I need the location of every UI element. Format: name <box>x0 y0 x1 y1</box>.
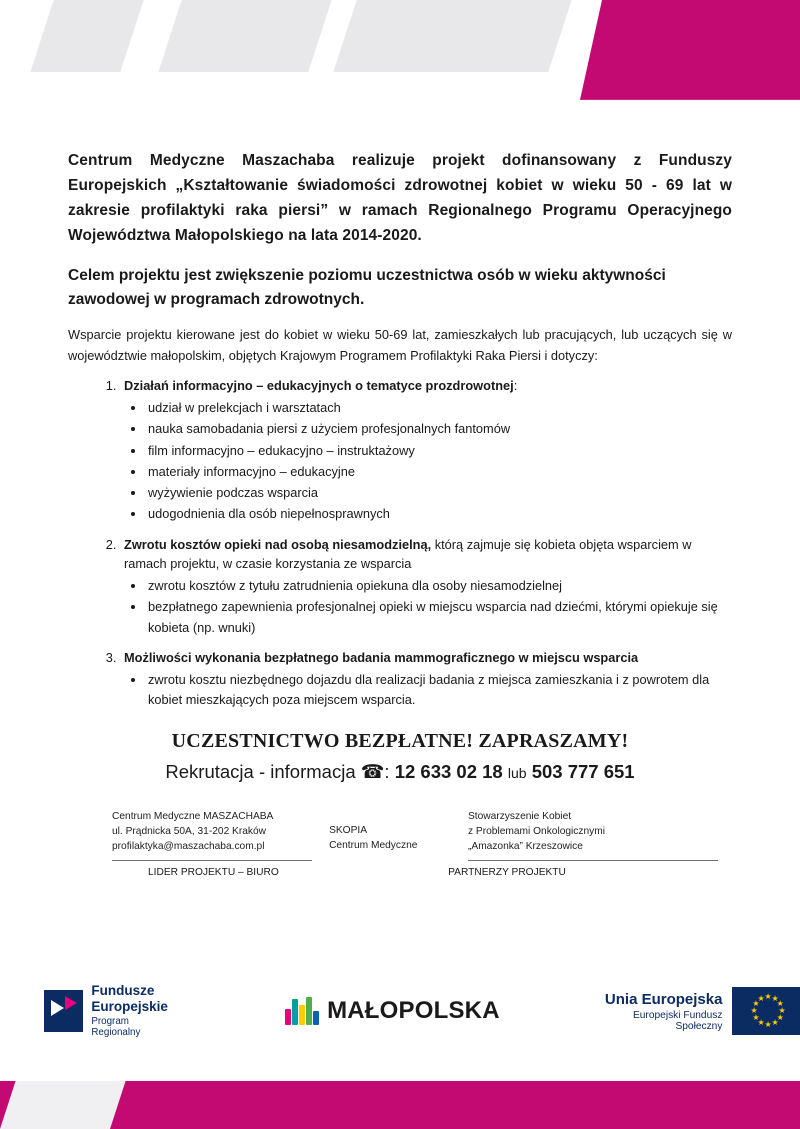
fe-logo-text <box>91 983 175 1038</box>
sub-list-item: • materiały informacyjno – edukacyjne <box>146 462 732 482</box>
bottom-decoration <box>0 1067 800 1129</box>
list-item <box>120 648 732 710</box>
malopolska-mark-icon <box>285 997 319 1025</box>
eu-star-icon: ★ <box>776 1013 784 1022</box>
sub-list-item: • bezpłatnego zapewnienia profesjonalnej opieki w miejscu wsparcia nad dziećmi, którymi opiekuje się kobieta (np. wnuki) <box>146 597 732 637</box>
eu-star-icon: ★ <box>757 1018 765 1028</box>
list-item-heading: Zwrotu kosztów opieki nad osobą niesamodzielną, <box>124 536 432 552</box>
decor-grey-shape-1 <box>30 0 143 72</box>
eu-star-icon: ★ <box>771 993 779 1003</box>
partner-1-desc: Centrum Medyczne <box>329 839 418 851</box>
decor-grey-shape-3 <box>333 0 571 72</box>
leader-contact-block <box>112 810 329 861</box>
list-item-heading: Możliwości wykonania bezpłatnego badania mammograficznego w miejscu wsparcia <box>124 649 639 665</box>
eu-star-icon: ★ <box>764 992 772 1001</box>
leader-address: ul. Prądnicka 50A, 31-202 Kraków <box>112 825 267 837</box>
eu-flag-icon <box>732 987 800 1035</box>
footer-labels-row <box>68 867 732 878</box>
list-item <box>120 376 732 524</box>
eu-star-icon: ★ <box>750 1006 758 1015</box>
leader-name: Centrum Medyczne MASZACHABA <box>112 811 274 823</box>
contacts-row <box>68 810 732 861</box>
sub-list <box>124 576 732 638</box>
cta-or: lub <box>507 765 527 782</box>
partner-2-line2: z Problemami Onkologicznymi <box>468 825 606 837</box>
ue-line-1: Unia Europejska <box>604 990 723 1008</box>
eu-star-icon: ★ <box>771 1018 779 1028</box>
sub-list-item: • udział w prelekcjach i warsztatach <box>146 398 732 418</box>
cta-colon: : <box>384 761 390 783</box>
unia-europejska-logo <box>592 987 800 1035</box>
fe-subline: Program Regionalny <box>91 1015 141 1038</box>
list-item-tail: którą zajmuje się kobieta objęta wsparciem w ramach projektu, w czasie korzystania ze wsparcia <box>124 536 692 572</box>
divider-left <box>112 860 312 861</box>
label-partners: PARTNERZY PROJEKTU <box>448 867 566 879</box>
sub-list <box>124 670 732 710</box>
partner-1-name: SKOPIA <box>329 825 368 837</box>
partner-2-block <box>468 810 688 861</box>
partner-2-line3: „Amazonka” Krzeszowice <box>468 840 583 852</box>
leader-email[interactable]: profilaktyka@maszachaba.com.pl <box>112 840 265 852</box>
intro-paragraph: Wsparcie projektu kierowane jest do kobiet w wieku 50-69 lat, zamieszkałych lub pracujących, lub uczących się w województwie małopolskim, objętych Krajowym Programem Profilaktyki Raka Piersi i dotyczy: <box>68 326 732 363</box>
eu-star-icon: ★ <box>757 993 765 1003</box>
label-leader: LIDER PROJEKTU – BIURO <box>148 867 279 879</box>
list-item <box>120 535 732 638</box>
malopolska-wordmark: MAŁOPOLSKA <box>327 997 500 1024</box>
sub-list-item: • zwrotu kosztów z tytułu zatrudnienia opiekuna dla osoby niesamodzielnej <box>146 576 732 596</box>
partner-2-line1: Stowarzyszenie Kobiet <box>468 811 572 823</box>
decor-bottom-grey <box>0 1081 126 1129</box>
eu-star-icon: ★ <box>752 999 760 1008</box>
cta-headline: UCZESTNICTWO BEZPŁATNE! ZAPRASZAMY! <box>171 730 629 753</box>
fe-line-2: Europejskie <box>91 998 168 1014</box>
decor-magenta-shape <box>580 0 800 128</box>
lead-paragraph: Centrum Medyczne Maszachaba realizuje projekt dofinansowany z Funduszy Europejskich „Kształtowanie świadomości zdrowotnej kobiet w wieku 50 - 69 lat w zakresie profilaktyki raka piersi” w ramach Regionalnego Programu Operacyjnego Województwa Małopolskiego na lata 2014-2020. <box>68 152 732 245</box>
partner-1-block <box>329 810 468 861</box>
support-list <box>68 376 732 710</box>
sub-list-item: • zwrotu kosztu niezbędnego dojazdu dla realizacji badania z miejsca zamieszkania i z powrotem dla kobiet mieszkających poza miejscem wsparcia. <box>146 670 732 710</box>
poster-content <box>0 130 800 878</box>
logo-strip <box>0 966 800 1056</box>
phone-number-2[interactable]: 503 777 651 <box>531 761 635 783</box>
fe-line-1: Fundusze <box>91 983 155 999</box>
phone-icon: ☎ <box>360 762 385 784</box>
eu-star-icon: ★ <box>778 1006 786 1015</box>
eu-star-icon: ★ <box>752 1013 760 1022</box>
malopolska-logo <box>285 997 500 1025</box>
top-decoration <box>0 0 800 130</box>
goal-paragraph: Celem projektu jest zwiększenie poziomu uczestnictwa osób w wieku aktywności zawodowej w programach zdrowotnych. <box>68 267 666 308</box>
list-item-heading: Działań informacyjno – edukacyjnych o tematyce prozdrowotnej <box>124 378 514 394</box>
recruitment-label: Rekrutacja - informacja <box>165 761 356 783</box>
decor-grey-shape-2 <box>158 0 331 72</box>
fe-arrow-icon <box>44 990 83 1032</box>
eu-star-icon: ★ <box>764 1020 772 1029</box>
divider-right <box>468 860 718 861</box>
phone-number-1[interactable]: 12 633 02 18 <box>394 761 503 783</box>
sub-list-item: • udogodnienia dla osób niepełnosprawnych <box>146 504 732 524</box>
eu-star-icon: ★ <box>776 999 784 1008</box>
cta-recruitment-line <box>68 761 732 784</box>
sub-list-item: • wyżywienie podczas wsparcia <box>146 483 732 503</box>
ue-logo-text <box>592 991 723 1032</box>
list-item-tail: : <box>513 378 518 394</box>
sub-list-item: • nauka samobadania piersi z użyciem profesjonalnych fantomów <box>146 419 732 439</box>
sub-list <box>124 398 732 524</box>
sub-list-item: • film informacyjno – edukacyjno – instruktażowy <box>146 441 732 461</box>
fundusze-europejskie-logo <box>44 983 175 1038</box>
ue-line-2: Europejski Fundusz Społeczny <box>632 1009 723 1032</box>
